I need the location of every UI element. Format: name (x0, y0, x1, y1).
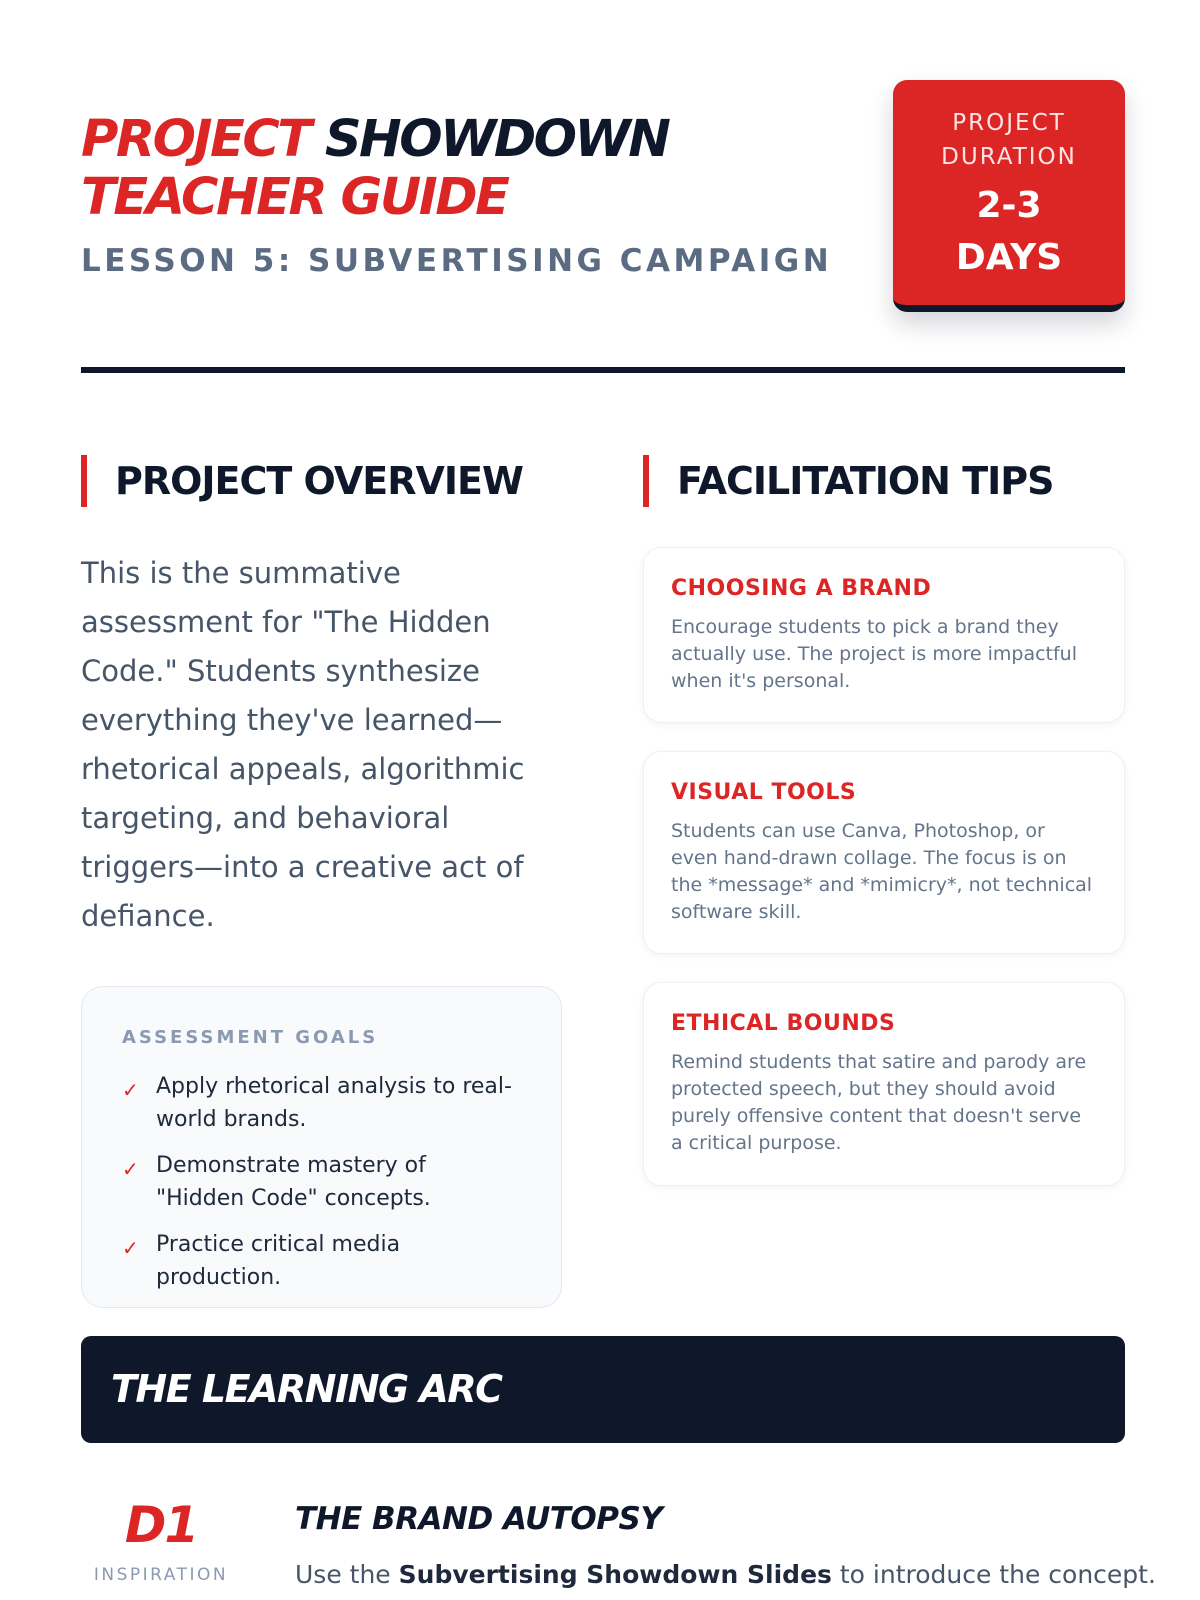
page-title-line-1 (81, 110, 668, 170)
tip-title: VISUAL TOOLS (671, 780, 857, 805)
learning-arc-heading: THE LEARNING ARC (111, 1367, 502, 1411)
overview-heading (81, 455, 562, 507)
goal-item (122, 1149, 521, 1215)
day-desc-bold: Subvertising Showdown Slides (398, 1560, 832, 1589)
goals-list (122, 1070, 521, 1294)
day-entry-d1 (81, 1495, 1156, 1600)
check-icon: ✓ (122, 1157, 139, 1181)
learning-arc-banner (81, 1336, 1125, 1443)
tips-heading (643, 455, 1125, 507)
page-title-line-2: TEACHER GUIDE (81, 168, 508, 227)
goal-text: Practice critical media production. (156, 1232, 401, 1290)
overview-heading-text: PROJECT OVERVIEW (115, 459, 523, 503)
page-header (81, 80, 1125, 376)
tip-card-visual-tools (643, 751, 1125, 954)
day-desc-post: to introduce the concept. (831, 1560, 1156, 1589)
title-showdown: SHOWDOWN (324, 110, 669, 169)
assessment-goals-card (81, 986, 562, 1308)
goal-text: Demonstrate mastery of "Hidden Code" concepts. (156, 1153, 431, 1211)
tips-heading-text: FACILITATION TIPS (677, 459, 1054, 503)
tip-body: Encourage students to pick a brand they actually use. The project is more impactful when it's personal. (671, 616, 1078, 692)
day-title: THE BRAND AUTOPSY (295, 1501, 663, 1537)
tips-column (643, 455, 1125, 1214)
check-icon: ✓ (122, 1236, 139, 1260)
duration-badge (893, 80, 1125, 312)
duration-value: 2-3 DAYS (955, 185, 1063, 278)
heading-accent-bar (643, 455, 649, 507)
tip-card-choosing-a-brand (643, 547, 1125, 723)
day-number: D1 (124, 1496, 198, 1554)
duration-label: PROJECT DURATION (941, 110, 1077, 170)
heading-accent-bar (81, 455, 87, 507)
goals-title: ASSESSMENT GOALS (122, 1027, 379, 1048)
tip-body: Students can use Canva, Photoshop, or even hand-drawn collage. The focus is on the *message* and *mimicry*, not technical software skill. (671, 820, 1093, 923)
goal-item (122, 1228, 521, 1294)
goal-text: Apply rhetorical analysis to real-world brands. (156, 1074, 512, 1132)
header-divider (81, 367, 1125, 373)
title-project: PROJECT (81, 110, 310, 169)
lesson-subtitle: LESSON 5: SUBVERTISING CAMPAIGN (81, 243, 833, 279)
overview-body: This is the summative assessment for "The Hidden Code." Students synthesize everything they've learned—rhetorical appeals, algorithmic targeting, and behavioral triggers—into a creative act of defiance. (81, 556, 525, 933)
tip-body: Remind students that satire and parody are protected speech, but they should avoid purely offensive content that doesn't serve a critical purpose. (671, 1051, 1087, 1154)
day-description (295, 1557, 1156, 1593)
overview-column (81, 455, 562, 1308)
day-desc-pre: Use the (295, 1560, 399, 1589)
check-icon: ✓ (122, 1078, 139, 1102)
tip-title: ETHICAL BOUNDS (671, 1011, 896, 1036)
day-label: INSPIRATION (93, 1565, 229, 1585)
goal-item (122, 1070, 521, 1136)
tip-title: CHOOSING A BRAND (671, 576, 932, 601)
tip-card-ethical-bounds (643, 982, 1125, 1186)
